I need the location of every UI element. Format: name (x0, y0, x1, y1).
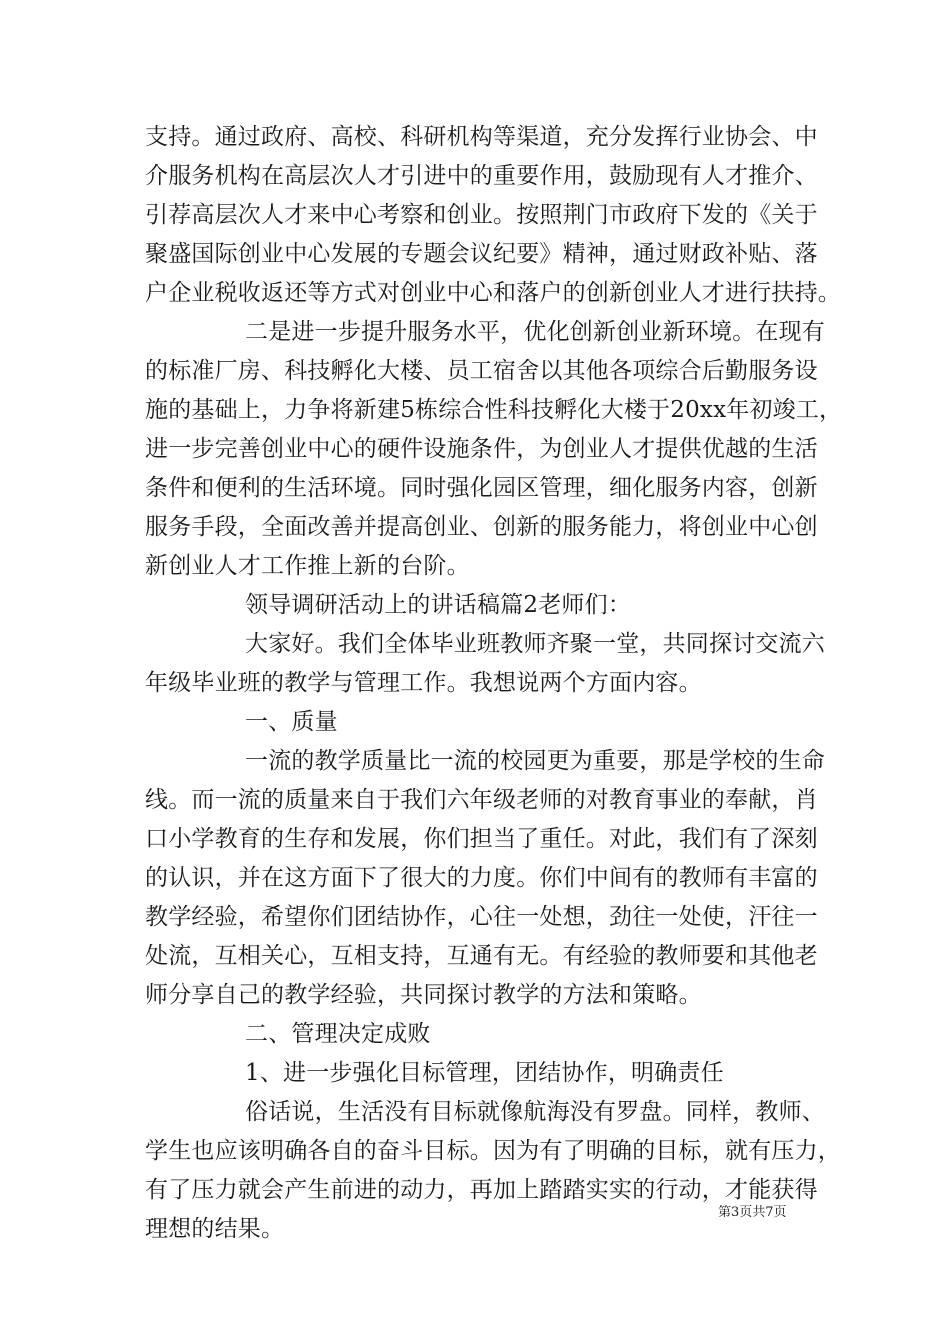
text-line: 引荐高层次人才来中心考察和创业。按照荆门市政府下发的《关于 (145, 202, 818, 228)
text-line: 聚盛国际创业中心发展的专题会议纪要》精神，通过财政补贴、落 (145, 241, 818, 267)
text-line: 二是进一步提升服务水平，优化创新创业新环境。在现有 (245, 319, 825, 345)
text-line: 口小学教育的生存和发展，你们担当了重任。对此，我们有了深刻 (145, 826, 818, 852)
text-line: 进一步完善创业中心的硬件设施条件，为创业人才提供优越的生活 (145, 436, 818, 462)
text-line: 理想的结果。 (145, 1216, 285, 1242)
text-line: 学生也应该明确各自的奋斗目标。因为有了明确的目标，就有压力， (145, 1138, 841, 1164)
text-line: 有了压力就会产生前进的动力，再加上踏踏实实的行动，才能获得 (145, 1177, 818, 1203)
text-line: 领导调研活动上的讲话稿篇2老师们： (245, 592, 632, 618)
text-line: 俗话说，生活没有目标就像航海没有罗盘。同样，教师、 (245, 1099, 825, 1125)
text-line: 师分享自己的教学经验，共同探讨教学的方法和策略。 (145, 982, 702, 1008)
text-line: 一流的教学质量比一流的校园更为重要，那是学校的生命 (245, 748, 825, 774)
text-line: 施的基础上，力争将新建5栋综合性科技孵化大楼于20xx年初竣工， (145, 397, 843, 423)
page-number: 第3页共7页 (718, 1205, 787, 1220)
text-line: 处流，互相关心，互相支持，互通有无。有经验的教师要和其他老 (145, 943, 818, 969)
text-line: 的标准厂房、科技孵化大楼、员工宿舍以其他各项综合后勤服务设 (145, 358, 818, 384)
text-line: 二、管理决定成败 (245, 1021, 431, 1047)
document-body (145, 118, 843, 1249)
text-line: 一、质量 (245, 709, 338, 735)
text-line: 介服务机构在高层次人才引进中的重要作用，鼓励现有人才推介、 (145, 163, 818, 189)
text-line: 教学经验，希望你们团结协作，心往一处想，劲往一处使，汗往一 (145, 904, 818, 930)
text-line: 1、进一步强化目标管理，团结协作，明确责任 (245, 1060, 724, 1086)
text-line: 年级毕业班的教学与管理工作。我想说两个方面内容。 (145, 670, 702, 696)
text-line: 户企业税收返还等方式对创业中心和落户的创新创业人才进行扶持。 (145, 280, 841, 306)
text-line: 大家好。我们全体毕业班教师齐聚一堂，共同探讨交流六 (245, 631, 825, 657)
text-line: 的认识，并在这方面下了很大的力度。你们中间有的教师有丰富的 (145, 865, 818, 891)
text-line: 服务手段，全面改善并提高创业、创新的服务能力，将创业中心创 (145, 514, 818, 540)
text-line: 新创业人才工作推上新的台阶。 (145, 553, 470, 579)
text-line: 条件和便利的生活环境。同时强化园区管理，细化服务内容，创新 (145, 475, 818, 501)
text-line: 支持。通过政府、高校、科研机构等渠道，充分发挥行业协会、中 (145, 124, 818, 150)
text-line: 线。而一流的质量来自于我们六年级老师的对教育事业的奉献，肖 (145, 787, 818, 813)
